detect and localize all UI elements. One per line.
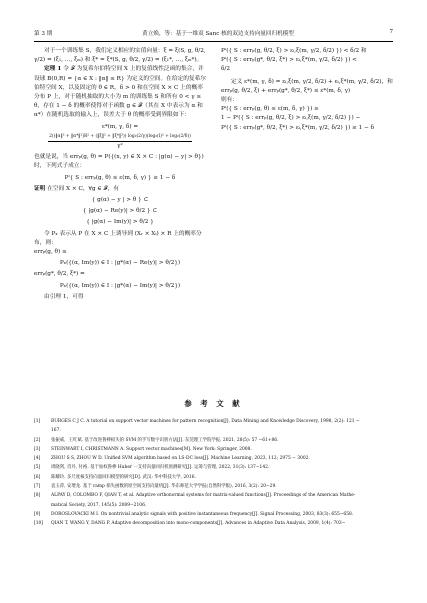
equation-2: Pˡ{ S : errₚ(g, θ) ≤ ε(m, δ, γ) } ≥ 1 − δ xyxy=(64,174,176,181)
reference-number: [3] xyxy=(34,446,41,452)
equation-6c: Pˡ({ S : errₚ(g*, θ/2, ξ*) > εᵢ,ξ*(m, γ/2, δ/2) }) ≥ 1 − δ xyxy=(221,124,375,131)
eq1-fraction xyxy=(48,132,192,151)
reference-number: [1] xyxy=(34,419,41,424)
equation-5a: Pˡ({ S : errₚ(g, θ/2, ξ) > εᵢ,ξ(m, γ/2, δ/2) }) < δ/2 和 xyxy=(221,48,367,54)
theorem-1 xyxy=(34,65,206,120)
running-title: 黄立焕，等：基于一维双 Sanc 核的双边支持向量回归机模型 xyxy=(142,31,294,37)
equation-1 xyxy=(34,123,206,152)
reference-text-cont: 167. xyxy=(51,428,61,434)
equation-4b: Pₓ({(α, Im(y)) ∈ I : |g*(α) − Re(y)| > θ/2}) xyxy=(59,260,181,267)
reference-number: [5] xyxy=(34,465,41,471)
reference-text: 袁玉萍, 安增龙. 基于 ramp 损失函数的原空间支持向量机[J]. 华东师范大学学报(自然科学版), 2016, 3(2): 20−29. xyxy=(51,484,277,490)
reference-continuation xyxy=(34,426,393,435)
reference-number: [7] xyxy=(34,484,41,490)
reference-item xyxy=(34,519,393,528)
reference-number: [4] xyxy=(34,456,41,462)
equation-5c: δ/2 xyxy=(221,66,230,73)
reference-item xyxy=(34,510,393,519)
reference-text: BURGES C J C. A tutorial on support vector machines for pattern recognition[J]. Data Mining and Knowledge Discovery, 1998, 2(2): 121 − xyxy=(51,419,360,424)
proof-text: 在空间 X × C，∀g ∈ 𝓕，有 xyxy=(47,185,119,192)
paragraph-define-epsilon: 定义 ε*(m, γ, δ) = εᵢ,ξ(m, γ/2, δ/2) + εᵢ,ξ*(m, γ/2, δ/2)，和 errₚ(g, θ/2, ξ) + errₚ(g*, θ/2, ξ*) ≤ ε*(m, δ, γ) xyxy=(221,78,393,94)
reference-item xyxy=(34,454,393,463)
equation-4a: errₚ(g, θ) ≤ xyxy=(34,249,67,256)
references-heading: 参 考 文 献 xyxy=(184,399,243,408)
proof-label: 证明 xyxy=(34,185,46,192)
reference-text: STEINWART I, CHRISTMANN A. Support vector machines[M]. New York: Springer, 2008. xyxy=(51,446,252,452)
reference-item xyxy=(34,482,393,491)
reference-number: [6] xyxy=(34,474,41,480)
paragraph-then: 则有： xyxy=(221,97,239,104)
eq1-numerator: 2((‖α‖² + ‖α*‖²)R² + (‖ξ‖² + ‖ξ*‖²)) log₂(2/γ)(log₂(l)² + log₂(2/δ)) xyxy=(48,132,192,142)
reference-number: [2] xyxy=(34,437,41,443)
equation-3a: { g(α) − y | > θ } ⊂ xyxy=(91,197,149,204)
reference-text: ZHOU S S, ZHOU W D. Unified SVM algorithm based on LS-DC loss[J]. Machine Learning, 2023, 112; 2975 − 3002. xyxy=(51,456,310,462)
reference-item xyxy=(34,463,393,472)
reference-text: 陈耀玲. 多尺度核支持向量回归模型的研究[D]. 武汉: 华中科技大学, 2016. xyxy=(51,474,196,480)
equation-4d: Pₓ({(α, Im(y)) ∈ I : |g*(α) − Im(y)| > θ/2}) xyxy=(59,282,181,289)
eq1-lhs: ε*(m, γ, δ) = xyxy=(101,123,139,130)
equation-5b: Pˡ({ S : errₚ(g*, θ/2, ξ*) > εᵢ,ξ*(m, γ/2, δ/2) }) < xyxy=(221,57,357,64)
header-rule xyxy=(34,41,393,42)
equation-3b: { |g(α) − Re(y)| > θ/2 } ⊂ xyxy=(82,208,158,215)
reference-text: ALPAY D, COLOMBO F, QIAN T, et al. Adaptive orthonormal systems for matrix-valued functions[J]. Proceedings of the American Mathe- xyxy=(51,493,356,499)
reference-number: [8] xyxy=(34,493,41,499)
reference-number: [10] xyxy=(34,521,44,527)
reference-text: QIAN T, WANG Y, DANG P. Adaptive decomposition into mono-components[J]. Advances in Adaptive Data Analysis, 2009, 1(4): 703− xyxy=(51,521,346,527)
theorem-text: 令 𝓕 为复希尔伯特空间 X 上的复值线性泛函的集合，并设球 B(0,R) = {α ∈ X : ‖α‖ ≤ R} 为定义的空间。在给定的复希尔伯特空间 X，以及固定的 θ ∈ R，δ > 0 和在空间 X × C 上的概率分布 P 上，对于随机抽取的大小为 m 的训练集 S 和所有 0 < γ ≤ θ，存在 1 − δ 的概率使得对于函数 g ∈ 𝓕（其在 X 中表示为 α 和 α*）在随机选取的输入上，误差大于 θ 的概率受到界限如下： xyxy=(34,66,206,119)
paragraph-lemma: 由引理 1，可得 xyxy=(44,293,84,300)
reference-text: DOROSLOVACKI M I. On nontrivial analytic signals with positive instantaneous frequency[J]. Signal Processing, 2003, 83(3): 655−658. xyxy=(51,511,354,517)
equation-6a: Pˡ({ S : errₚ(g, θ) ≤ ε(m, δ, γ) }) ≥ xyxy=(221,106,319,113)
right-column xyxy=(221,47,393,133)
reference-number: [9] xyxy=(34,511,41,517)
left-column xyxy=(34,47,206,302)
page-number: 7 xyxy=(389,29,393,35)
equation-3c: { |g(α) − Im(y)| > θ/2 } xyxy=(86,219,154,226)
paragraph-error: 也就是说，当 errₚ(g, θ) = P({(x, y) ∈ X × C : |g(α) − y| > θ}) 时，下列式子成立： xyxy=(34,154,204,170)
issue-label: 第 3 期 xyxy=(34,31,53,37)
references-list xyxy=(34,417,393,529)
theorem-label: 定理 1 xyxy=(44,66,62,73)
reference-item xyxy=(34,436,393,445)
reference-item xyxy=(34,491,393,500)
eq1-denominator: γ² xyxy=(117,143,123,150)
reference-text: 张振威，王红斌. 基于改进鲁棒损失的 SVM 的手写数字识别方法[J]. 东莞理工学院学报, 2021, 28(5): 57 −61+86. xyxy=(51,437,279,443)
reference-text: 周晓剑, 肖丹, 付裕. 基于加权鲁棒 Huber 一支持向量回归机预测研究[J]. 运筹与管理, 2022, 31(3): 137−142. xyxy=(51,465,270,471)
paragraph-definition: 对于一个训练集 S，我们定义相应的实值向量：ξ = ξ(S, g, θ/2, γ/2) = (ξ₁, …, ξₘ) 和 ξ* = ξ*(S, g, θ/2, γ/2) = (ξ₁*, …, ξₘ*)。 xyxy=(34,48,206,64)
reference-item xyxy=(34,445,393,454)
proof xyxy=(34,185,206,194)
reference-continuation xyxy=(34,501,393,510)
reference-text-cont: matical Society, 2017, 145(5): 2089−2106. xyxy=(51,502,147,508)
reference-item xyxy=(34,473,393,482)
reference-item xyxy=(34,417,393,426)
paragraph-induced: 令 Pₓ 表示从 P 在 X × C 上诱导到 (Xᵣ × Xᵢ) × R 上的概率分布，则： xyxy=(34,230,202,246)
running-header xyxy=(34,29,393,41)
equation-6b: 1 − Pˡ({ S : errₚ(g, θ/2, ξ) > εᵢ,ξ(m, γ/2, δ/2) }) − xyxy=(221,115,361,122)
equation-4c: errₚ(g*, θ/2, ξ*) = xyxy=(34,271,85,278)
